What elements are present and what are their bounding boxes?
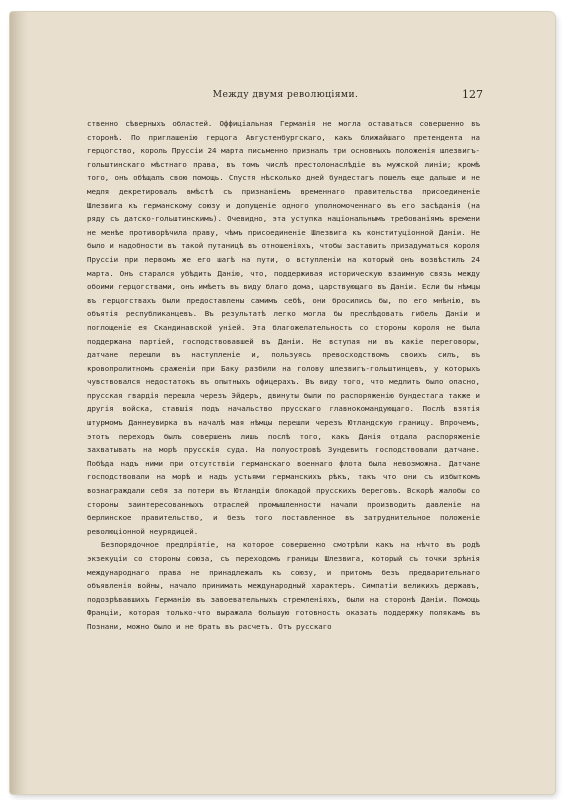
paragraph-2: Безпорядочное предпріятіе, на которое совершенно смотрѣли какъ на нѣчто въ родѣ экзекуціи со стороны союза, съ переходомъ границы Шлезвига, который съ точки зрѣнія международнаго права не принадлежалъ къ союзу, и притомъ безъ предварительнаго объявленія войны, начало принимать международный характеръ. Симпатіи великихъ державъ, подозрѣвавшихъ Германію въ завоевательныхъ стремленіяхъ, были на сторонѣ Даніи. Помощь Франціи, которая только-что выражала большую готовность оказать поддержку полякамъ въ Познани, можно было и не брать въ расчетъ. Отъ русскаго [87,540,480,631]
page-number: 127 [462,88,483,101]
book-page [10,12,555,794]
paragraph-1: ственно сѣверныхъ областей. Оффиціальная Германія не могла оставаться совершенно въ сторонѣ. По приглашенію герцога Августенбургскаго, какъ ближайшаго претендента на герцогство, король Пруссіи 24 марта письменно призналъ три основныхъ положенія шлезвигъ-гольштинскаго мѣстнаго права, въ томъ числѣ престолонаслѣдіе въ мужской линіи; кромѣ того, онъ обѣщалъ свою помощь. Спустя нѣсколько дней бундестагъ пошелъ еще дальше и не медля декретировалъ вмѣстѣ съ признаніемъ временнаго правительства присоединеніе Шлезвига къ германскому союзу и допущеніе одного уполномоченнаго въ его засѣданія (на ряду съ датско-гольштинскимъ). Очевидно, эта уступка національнымъ требованіямъ времени не менѣе противорѣчила праву, чѣмъ присоединеніе Шлезвига къ конституціонной Даніи. Не было и надобности въ такой путаницѣ въ отношеніяхъ, чтобы заставить призадуматься короля Пруссіи при первомъ же его шагѣ на пути, о вступленіи на который онъ возвѣстилъ 24 марта. Онъ старался убѣдить Данію, что, поддерживая историческую взаимную связь между обоими герцогствами, онъ имѣетъ въ виду благо дома, царствующаго въ Даніи. Если бы нѣмцы въ герцогствахъ были предоставлены самимъ себѣ, они бросились бы, по его мнѣнію, въ объятія республиканцевъ. Въ результатѣ легко могла бы преслѣдовать гибель Даніи и поглощеніе ея Скандинавской уніей. Эта благожелательность со стороны короля не была поддержана партіей, господствовавшей въ Даніи. Не вступая ни въ какіе переговоры, датчане перешли въ наступленіе и, пользуясь превосходствомъ своихъ силъ, въ кровопролитномъ сраженіи при Баку разбили на голову шлезвигъ-гольштинцевъ, у которыхъ чувствовался недостатокъ въ опытныхъ офицерахъ. Въ виду того, что медлить было опасно, прусская гвардія перешла черезъ Эйдеръ, двинуты были по распоряженію бундестага также и другія войска, ставшія подъ начальство прусскаго главнокомандующаго. Послѣ взятія штурмомъ Даннеувирка въ началѣ мая нѣмцы перешли черезъ Ютландскую границу. Впрочемъ, этотъ переходъ былъ совершенъ лишь послѣ того, какъ Данія отдала распоряженіе захватывать на морѣ прусскія суда. На полуостровѣ Зундевитъ господствовали датчане. Побѣда надъ ними при отсутствіи германскаго военнаго флота была невозможна. Датчане господствовали на морѣ и надъ устьями германскихъ рѣкъ, такъ что они съ избыткомъ вознаграждали себя за потери въ Ютландіи блокадой прусскихъ береговъ. Вскорѣ жалобы со стороны заинтересованныхъ отраслей промышленности начали производить давленіе на берлинское правительство, и безъ того поставленное въ затруднительное положеніе революціонной неурядицей. [87,119,480,536]
body-text [87,117,480,772]
running-head [88,89,483,103]
running-title: Между двумя революціями. [212,89,359,100]
page-spine-shadow [10,12,28,794]
